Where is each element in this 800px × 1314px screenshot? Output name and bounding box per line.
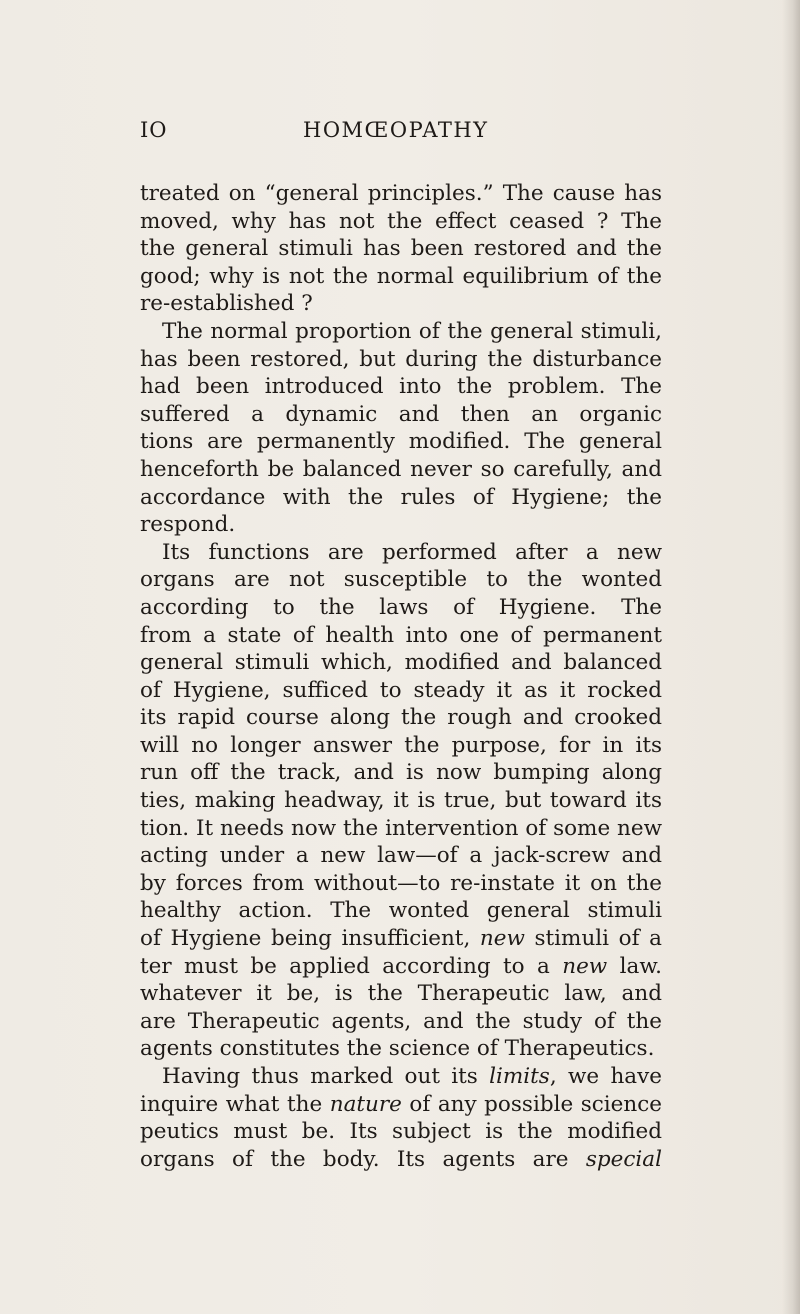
text-span: , we have — [549, 1064, 662, 1089]
body-text — [140, 180, 662, 1173]
italic-text: nature — [329, 1091, 402, 1117]
text-span: Having thus marked out its — [162, 1064, 490, 1089]
text-span: inquire what the — [140, 1091, 330, 1117]
text-line — [140, 704, 662, 732]
text-line — [140, 759, 662, 787]
text-span: henceforth be balanced never so carefully, and — [140, 456, 662, 482]
text-span: law. — [619, 953, 662, 979]
text-span: had been introduced into the problem. The — [140, 374, 662, 400]
running-header — [140, 118, 662, 148]
text-line — [140, 649, 662, 677]
text-line — [140, 980, 662, 1008]
text-span: respond. — [140, 512, 236, 538]
text-line — [140, 235, 662, 263]
text-line — [140, 208, 662, 236]
text-span: of any possible science — [409, 1091, 662, 1117]
text-line — [140, 953, 662, 981]
text-line — [140, 594, 662, 622]
italic-text: limits — [489, 1064, 550, 1089]
text-line — [140, 842, 662, 870]
text-line — [140, 622, 662, 650]
text-line — [140, 539, 662, 567]
text-line — [140, 1091, 662, 1119]
text-span: organs of the body. Its agents are — [140, 1146, 586, 1172]
text-line — [140, 870, 662, 898]
text-span: Its functions are performed after a new — [162, 539, 662, 565]
text-span: whatever it be, is the Therapeutic law, and — [140, 981, 662, 1007]
text-line — [140, 484, 662, 512]
italic-text: new — [562, 953, 608, 979]
text-line — [140, 456, 662, 484]
text-line — [140, 566, 662, 594]
text-line — [140, 428, 662, 456]
text-line — [140, 180, 662, 208]
text-line — [140, 815, 662, 843]
text-line — [140, 1146, 662, 1174]
text-span: are Therapeutic agents, and the study of the — [140, 1008, 662, 1034]
text-span: tions are permanently modified. The general — [140, 429, 662, 455]
text-span: ties, making headway, it is true, but toward its — [140, 788, 662, 814]
text-span: healthy action. The wonted general stimuli — [140, 898, 662, 924]
text-span: accordance with the rules of Hygiene; the — [140, 484, 662, 510]
text-line — [140, 1035, 662, 1063]
text-line — [140, 897, 662, 925]
text-span: The normal proportion of the general stimuli, — [162, 318, 662, 344]
text-span: its rapid course along the rough and crooked — [140, 705, 662, 731]
text-span: agents constitutes the science of Therapeutics. — [140, 1036, 655, 1062]
text-span: from a state of health into one of permanent — [140, 622, 662, 648]
text-span: moved, why has not the effect ceased ? The — [140, 208, 662, 234]
text-line — [140, 732, 662, 760]
text-span: stimuli of a — [524, 926, 662, 952]
text-span: by forces from without—to re-instate it on the — [140, 870, 662, 896]
text-line — [140, 1063, 662, 1091]
text-line — [140, 925, 662, 953]
italic-text: special — [585, 1146, 662, 1172]
text-span: will no longer answer the purpose, for in its — [140, 732, 662, 758]
text-line — [140, 401, 662, 429]
text-line — [140, 677, 662, 705]
text-span: ter must be applied according to a — [140, 953, 563, 979]
text-line — [140, 263, 662, 291]
text-span: run off the track, and is now bumping along — [140, 760, 662, 786]
text-span: treated on “general principles.” The cause has — [140, 181, 662, 206]
text-span: according to the laws of Hygiene. The — [140, 594, 662, 620]
text-span: good; why is not the normal equilibrium of the — [140, 263, 662, 289]
text-span: re-established ? — [140, 291, 313, 317]
text-line — [140, 318, 662, 346]
text-line — [140, 787, 662, 815]
text-line — [140, 290, 662, 318]
text-line — [140, 373, 662, 401]
text-span: of Hygiene being insufficient, — [140, 926, 480, 952]
text-span: has been restored, but during the disturbance — [140, 346, 662, 372]
text-span: of Hygiene, sufficed to steady it as it rocked — [140, 677, 662, 703]
text-span: peutics must be. Its subject is the modified — [140, 1119, 662, 1145]
text-line — [140, 346, 662, 374]
text-line — [140, 511, 662, 539]
italic-text: new — [479, 926, 525, 952]
page-number: IO — [140, 118, 168, 142]
text-line — [140, 1118, 662, 1146]
text-span: acting under a new law—of a jack-screw and — [140, 843, 662, 869]
text-span: general stimuli which, modified and balanced — [140, 650, 662, 676]
text-span: suffered a dynamic and then an organic — [140, 401, 662, 427]
text-span: organs are not susceptible to the wonted — [140, 567, 662, 593]
page-edge-shadow — [782, 0, 800, 1314]
running-title: HOMŒOPATHY — [303, 118, 489, 142]
text-span: the general stimuli has been restored and the — [140, 236, 662, 262]
text-line — [140, 1008, 662, 1036]
text-span: tion. It needs now the intervention of some new — [140, 815, 662, 841]
